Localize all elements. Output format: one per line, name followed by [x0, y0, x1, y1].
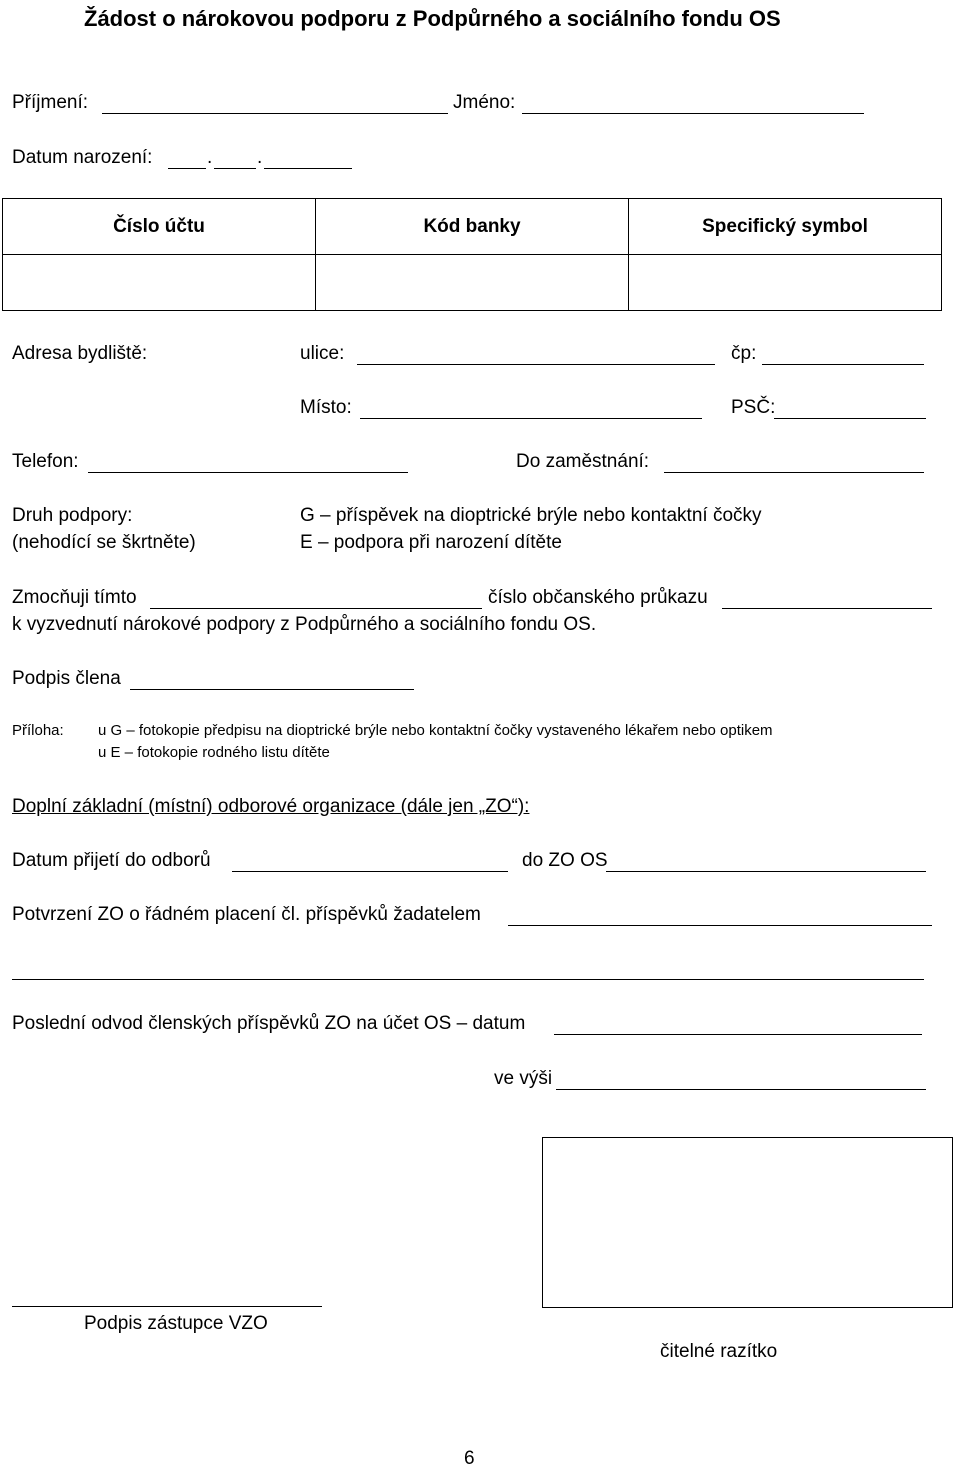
birthdate-year-field[interactable] [264, 168, 352, 169]
join-date-label: Datum přijetí do odborů [12, 850, 211, 871]
vzo-signature-label: Podpis zástupce VZO [84, 1313, 268, 1334]
confirmation-field[interactable] [508, 925, 932, 926]
support-type-sublabel: (nehodící se škrtněte) [12, 532, 196, 553]
member-signature-label: Podpis člena [12, 668, 121, 689]
house-number-label: čp: [731, 343, 757, 364]
phone-label: Telefon: [12, 451, 79, 472]
street-label: ulice: [300, 343, 345, 364]
birthdate-separator-2: . [257, 147, 263, 168]
confirmation-label: Potvrzení ZO o řádném placení čl. příspěvků žadatelem [12, 904, 481, 925]
bank-header-code: Kód banky [316, 199, 629, 255]
attachment-item-g: u G – fotokopie předpisu na dioptrické brýle nebo kontaktní čočky vystaveného lékařem nebo optikem [98, 722, 773, 739]
bank-symbol-cell[interactable] [629, 255, 942, 311]
org-section-heading: Doplní základní (místní) odborové organizace (dále jen „ZO“): [12, 796, 530, 817]
support-option-e[interactable]: E – podpora při narození dítěte [300, 532, 562, 553]
authorization-prefix: Zmocňuji tímto [12, 587, 137, 608]
employment-label: Do zaměstnání: [516, 451, 650, 472]
member-signature-field[interactable] [130, 689, 414, 690]
bank-table [2, 198, 942, 311]
birthdate-day-field[interactable] [168, 168, 206, 169]
zo-os-field[interactable] [606, 871, 926, 872]
bank-account-cell[interactable] [3, 255, 316, 311]
page-title: Žádost o nárokovou podporu z Podpůrného a sociálního fondu OS [84, 6, 781, 31]
amount-label: ve výši [494, 1068, 553, 1089]
support-type-label: Druh podpory: [12, 505, 133, 526]
bank-header-account: Číslo účtu [3, 199, 316, 255]
join-date-field[interactable] [232, 871, 508, 872]
name-label: Jméno: [453, 92, 516, 113]
vzo-signature-field[interactable] [12, 1306, 322, 1307]
street-field[interactable] [357, 364, 715, 365]
bank-code-cell[interactable] [316, 255, 629, 311]
stamp-box [542, 1137, 953, 1308]
surname-field[interactable] [102, 113, 448, 114]
zip-field[interactable] [774, 418, 926, 419]
zip-label: PSČ: [731, 397, 776, 418]
birthdate-label: Datum narození: [12, 147, 153, 168]
house-number-field[interactable] [762, 364, 924, 365]
amount-field[interactable] [556, 1089, 926, 1090]
address-label: Adresa bydliště: [12, 343, 148, 364]
bank-header-symbol: Specifický symbol [629, 199, 942, 255]
surname-label: Příjmení: [12, 92, 89, 113]
last-payment-date-field[interactable] [554, 1034, 922, 1035]
employment-field[interactable] [664, 472, 924, 473]
authorization-text: k vyzvednutí nárokové podpory z Podpůrného a sociálního fondu OS. [12, 614, 597, 635]
place-field[interactable] [360, 418, 702, 419]
stamp-label: čitelné razítko [660, 1341, 778, 1362]
last-payment-label: Poslední odvod členských příspěvků ZO na účet OS – datum [12, 1013, 526, 1034]
birthdate-separator-1: . [207, 147, 213, 168]
id-card-label: číslo občanského průkazu [488, 587, 708, 608]
attachment-item-e: u E – fotokopie rodného listu dítěte [98, 744, 330, 761]
birthdate-month-field[interactable] [214, 168, 256, 169]
zo-os-label: do ZO OS [522, 850, 608, 871]
phone-field[interactable] [88, 472, 408, 473]
attachment-label: Příloha: [12, 722, 64, 739]
place-label: Místo: [300, 397, 352, 418]
authorized-person-field[interactable] [150, 608, 482, 609]
support-option-g[interactable]: G – příspěvek na dioptrické brýle nebo kontaktní čočky [300, 505, 762, 526]
name-field[interactable] [522, 113, 864, 114]
confirmation-field-line-2[interactable] [12, 979, 924, 980]
id-card-field[interactable] [722, 608, 932, 609]
page-number: 6 [464, 1448, 475, 1469]
